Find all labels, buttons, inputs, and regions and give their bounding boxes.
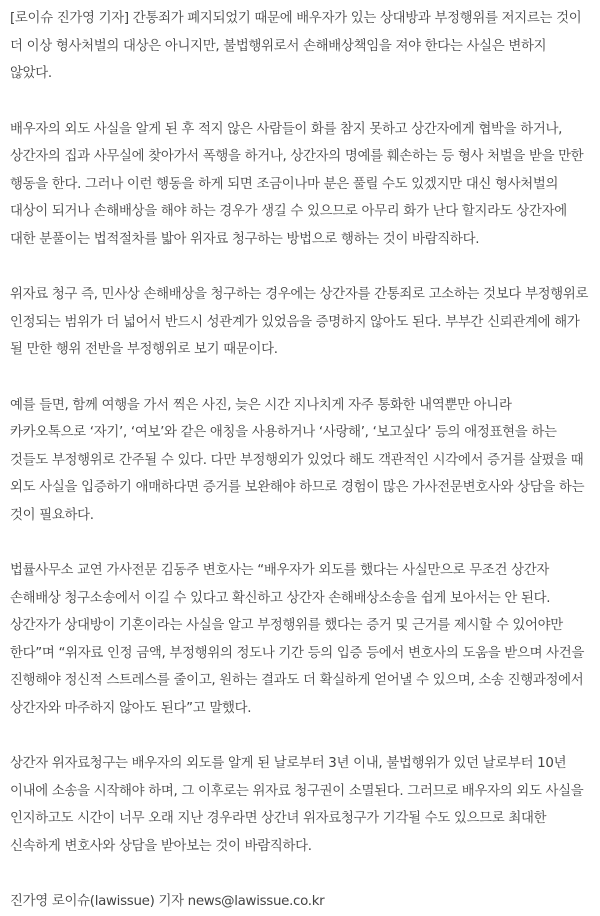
byline: 진가영 로이슈(lawissue) 기자 news@lawissue.co.kr [10,894,325,909]
paragraph-3: 위자료 청구 즉, 민사상 손해배상을 청구하는 경우에는 상간자를 간통죄로 고소하는 것보다 부정행위로 인정되는 범위가 더 넓어서 반드시 성관계가 있었음을 증명하지 않아도 된다. 부부간 신뢰관계에 해가 될 만한 행위 전반을 부정행위로 보기 때문이다. [10,287,589,357]
paragraph-5: 법률사무소 교연 가사전문 김동주 변호사는 “배우자가 외도를 했다는 사실만으로 무조건 상간자 손해배상 청구소송에서 이길 수 있다고 확신하고 상간자 손해배상소송을 쉽게 보아서는 안 된다. 상간자가 상대방이 기혼이라는 사실을 알고 부정행위를 했다는 증거 및 근거를 제시할 수 있어야만 한다”며 “위자료 인정 금액, 부정행위의 정도나 기간 등의 입증 등에서 변호사의 도움을 받으며 사건을 진행해야 정신적 스트레스를 줄이고, 원하는 결과도 더 확실하게 얻어낼 수 있으며, 소송 진행과정에서 상간자와 마주하지 않아도 된다”고 말했다. [10,563,585,716]
paragraph-6: 상간자 위자료청구는 배우자의 외도를 알게 된 날로부터 3년 이내, 불법행위가 있던 날로부터 10년 이내에 소송을 시작해야 하며, 그 이후로는 위자료 청구권이 소멸된다. 그러므로 배우자의 외도 사실을 인지하고도 시간이 너무 오래 지난 경우라면 상간녀 위자료청구가 기각될 수도 있으므로 최대한 신속하게 변호사와 상담을 받아보는 것이 바람직하다. [10,756,584,854]
paragraph-2: 배우자의 외도 사실을 알게 된 후 적지 않은 사람들이 화를 참지 못하고 상간자에게 협박을 하거나, 상간자의 집과 사무실에 찾아가서 폭행을 하거나, 상간자의 명예를 훼손하는 등 형사 처벌을 받을 만한 행동을 한다. 그러나 이런 행동을 하게 되면 조금이나마 분은 풀릴 수도 있겠지만 대신 형사처벌의 대상이 되거나 손해배상을 해야 하는 경우가 생길 수 있으므로 아무리 화가 난다 할지라도 상간자에 대한 분풀이는 법적절차를 밟아 위자료 청구하는 방법으로 행하는 것이 바람직하다. [10,121,584,247]
paragraph-lead: [로이슈 진가영 기자] 간통죄가 폐지되었기 때문에 배우자가 있는 상대방과 부정행위를 저지르는 것이 더 이상 형사처벌의 대상은 아니지만, 불법행위로서 손해배상책임을 져야 한다는 사실은 변하지 않았다. [10,11,582,81]
paragraph-4: 예를 들면, 함께 여행을 가서 찍은 사진, 늦은 시간 지나치게 자주 통화한 내역뿐만 아니라 카카오톡으로 ‘자기’, ‘여보’와 같은 애칭을 사용하거나 ‘사랑해’, ‘보고싶다’ 등의 애정표현을 하는 것들도 부정행위로 간주될 수 있다. 다만 부정행외가 있었다 해도 객관적인 시각에서 증거를 살폈을 때 외도 사실을 입증하기 애매하다면 증거를 보완해야 하므로 경험이 많은 가사전문변호사와 상담을 하는 것이 필요하다. [10,397,585,523]
